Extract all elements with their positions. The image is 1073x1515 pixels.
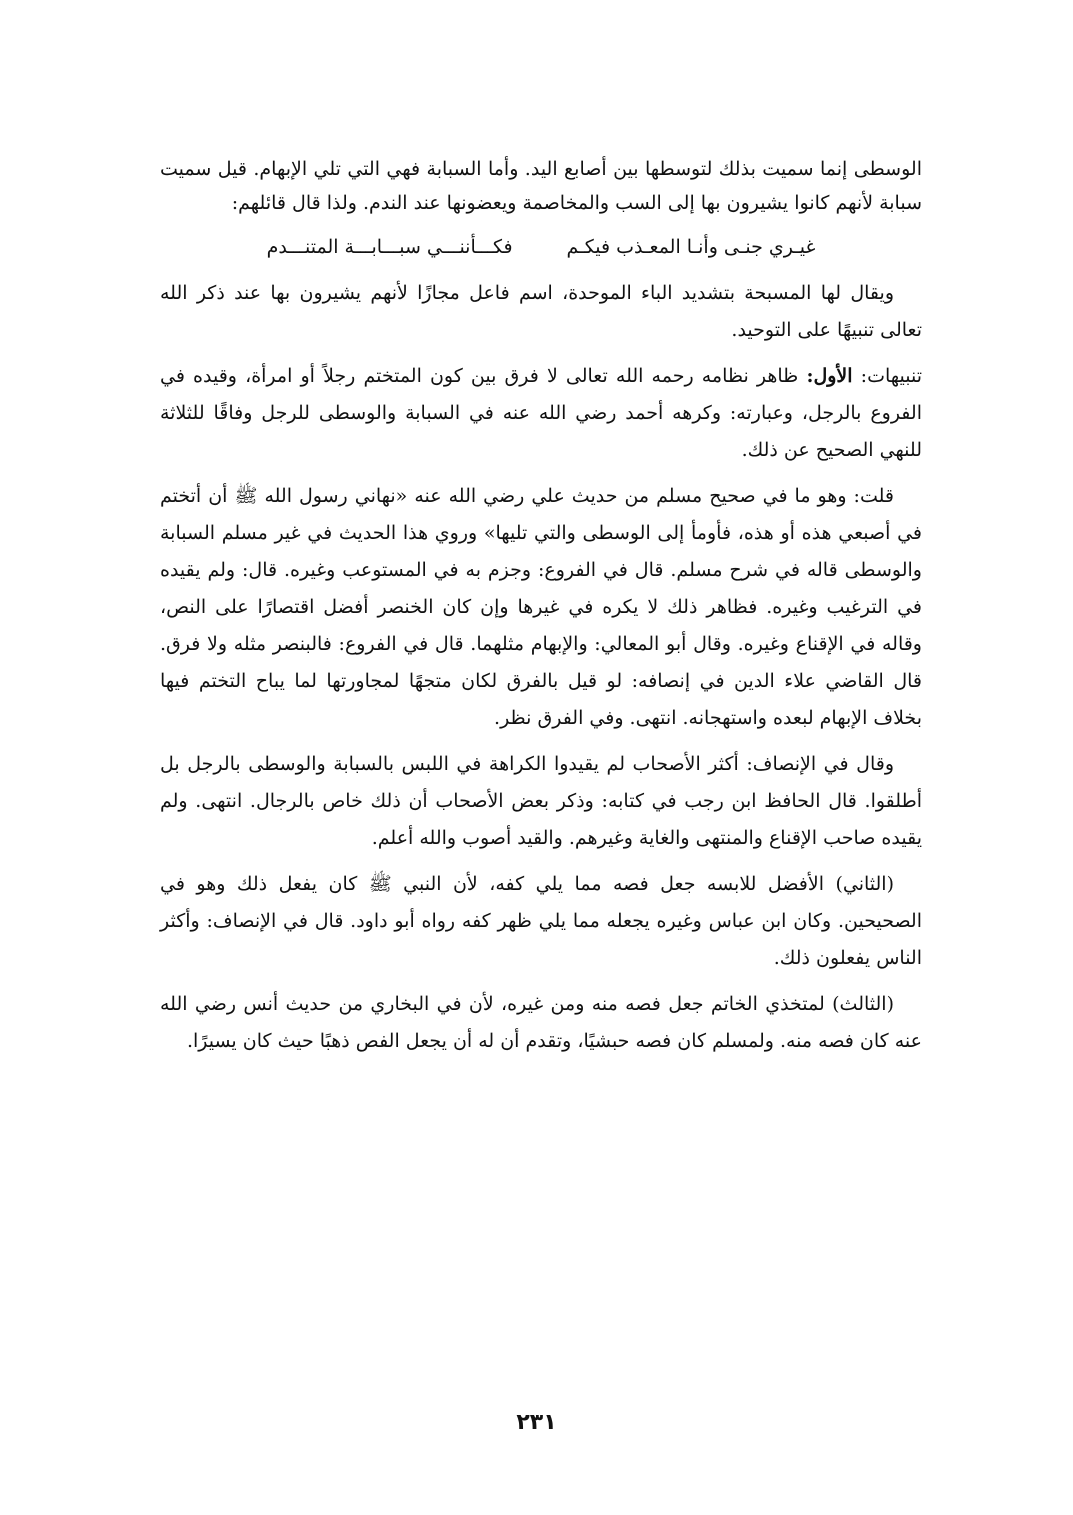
verse-first-hemistich: غيـري جنـى وأنـا المعـذب فيكـم [566, 236, 816, 258]
first-note-body: ظاهر نظامه رحمه الله تعالى لا فرق بين كون المتختم رجلاً أو امرأة، وقيده في الفروع بالرجل، وعبارته: وكرهه أحمد رضي الله عنه في السبابة والوسطى للرجل وفاقًا للثلاثة للنهي الصحيح عن ذلك. [160, 365, 922, 461]
poetry-verse [160, 229, 922, 265]
paragraph-7: (الثالث) لمتخذي الخاتم جعل فصه منه ومن غيره، لأن في البخاري من حديث أنس رضي الله عنه كان فصه منه. ولمسلم كان فصه حبشيًا، وتقدم أن له أن يجعل الفص ذهبًا حيث كان يسيرًا. [160, 993, 922, 1052]
verse-second-hemistich: فكـــأننـــي سبـــابـــة المتنـــدم [266, 236, 513, 258]
paragraph-1: الوسطى إنما سميت بذلك لتوسطها بين أصابع اليد. وأما السبابة فهي التي تلي الإبهام. قيل سميت سبابة لأنهم كانوا يشيرون بها إلى السب والمخاصمة ويعضونها عند الندم. ولذا قال قائلهم: [160, 158, 922, 214]
notes-heading: تنبيهات: [860, 365, 922, 387]
paragraph-6: (الثاني) الأفضل للابسه جعل فصه مما يلي كفه، لأن النبي ﷺ كان يفعل ذلك وهو في الصحيحين. وكان ابن عباس وغيره يجعله مما يلي ظهر كفه رواه أبو داود. قال في الإنصاف: وأكثر الناس يفعلون ذلك. [160, 873, 922, 969]
first-note-label: الأول: [806, 365, 853, 387]
paragraph-2: ويقال لها المسبحة بتشديد الباء الموحدة، اسم فاعل مجازًا لأنهم يشيرون بها عند ذكر الله تعالى تنبيهًا على التوحيد. [160, 282, 922, 341]
paragraph-5: وقال في الإنصاف: أكثر الأصحاب لم يقيدوا الكراهة في اللبس بالسبابة والوسطى بالرجل بل أطلقوا. قال الحافظ ابن رجب في كتابه: وذكر بعض الأصحاب أن ذلك خاص بالرجال. انتهى. ولم يقيده صاحب الإقناع والمنتهى والغاية وغيرهم. والقيد أصوب والله أعلم. [160, 753, 922, 849]
body-text [160, 152, 922, 1069]
page-number: ٢٣١ [516, 1410, 557, 1435]
paragraph-4: قلت: وهو ما في صحيح مسلم من حديث علي رضي الله عنه «نهاني رسول الله ﷺ أن أتختم في أصبعي هذه أو هذه، فأومأ إلى الوسطى والتي تليها» وروي هذا الحديث في غير مسلم السبابة والوسطى قاله في شرح مسلم. قال في الفروع: وجزم به في المستوعب وغيره. قال: ولم يقيده في الترغيب وغيره. فظاهر ذلك لا يكره في غيرها وإن كان الخنصر أفضل اقتصارًا على النص، وقاله في الإقناع وغيره. وقال أبو المعالي: والإبهام مثلهما. قال في الفروع: فالبنصر مثله ولا فرق. قال القاضي علاء الدين في إنصافه: لو قيل بالفرق لكان متجهًا لمجاورتها لما يباح التختم فيها بخلاف الإبهام لبعده واستهجانه. انتهى. وفي الفرق نظر. [160, 485, 922, 729]
paragraph-3 [160, 358, 922, 469]
